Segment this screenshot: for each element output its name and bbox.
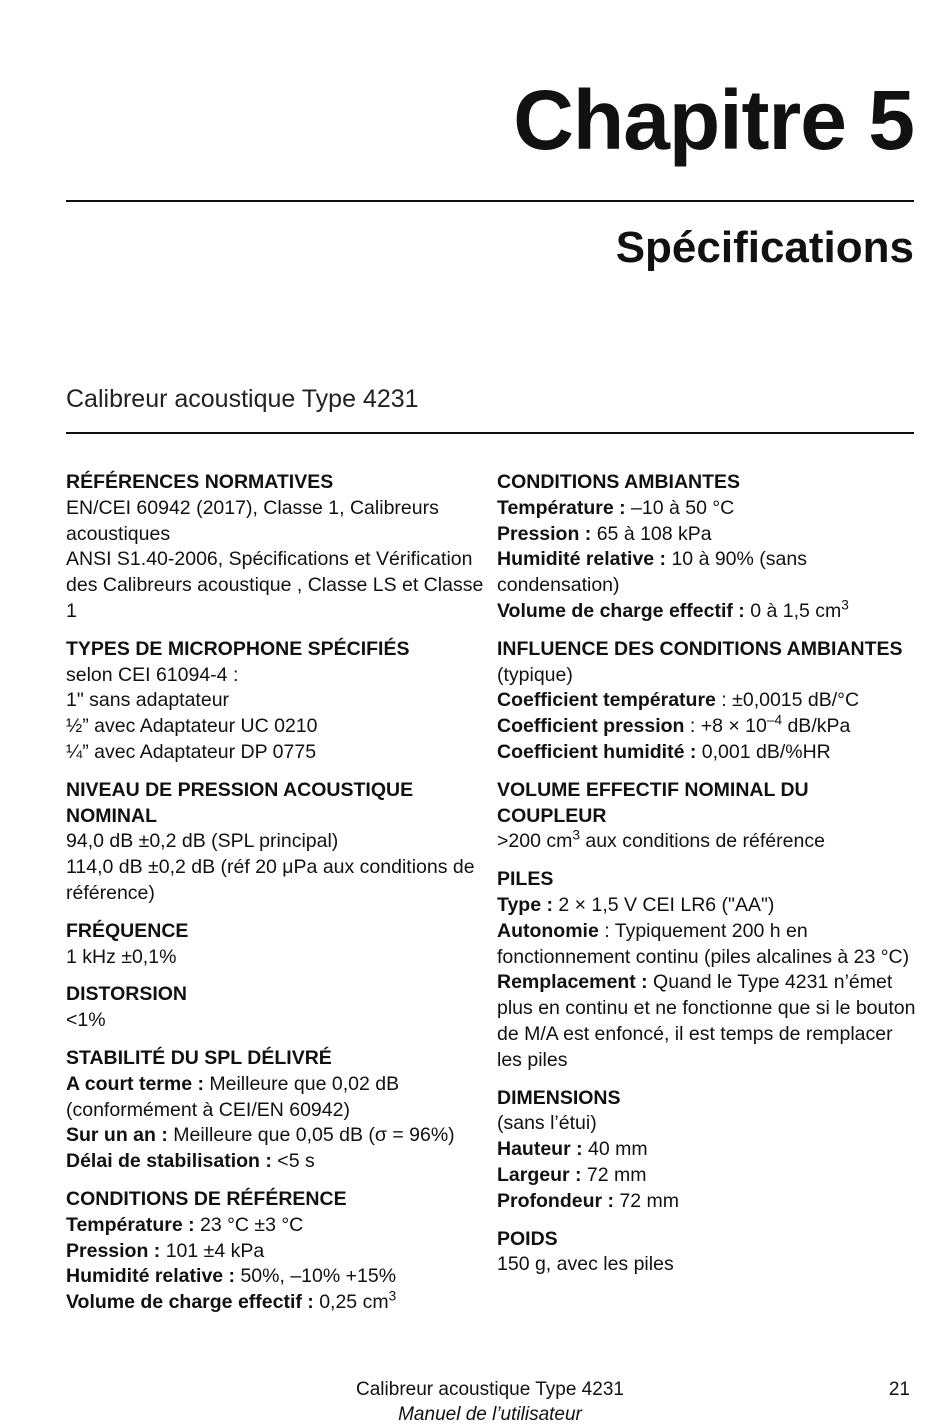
spec-heading: INFLUENCE DES CONDITIONS AMBIANTES	[497, 637, 903, 660]
spec-value: 150 g, avec les piles	[497, 1253, 674, 1276]
spec-line	[497, 1189, 922, 1215]
spec-label: Profondeur :	[497, 1189, 614, 1212]
spec-line	[66, 1213, 484, 1239]
chapter-title: Chapitre 5	[513, 73, 914, 167]
spec-line	[66, 1149, 484, 1175]
spec-block	[66, 637, 484, 766]
spec-value: ¼” avec Adaptateur DP 0775	[66, 740, 317, 763]
spec-line	[66, 1008, 484, 1034]
spec-value: 50%, –10% +15%	[235, 1265, 397, 1288]
spec-value: 2 × 1,5 V CEI LR6 ("AA")	[552, 893, 775, 916]
spec-value: 1 kHz ±0,1%	[66, 945, 177, 968]
spec-label: Température :	[497, 496, 626, 519]
spec-line	[497, 970, 922, 1073]
spec-value: selon CEI 61094-4 :	[66, 663, 239, 686]
spec-line	[66, 829, 484, 855]
spec-label: Pression :	[497, 522, 592, 545]
spec-line	[66, 496, 484, 548]
spec-line	[497, 740, 922, 766]
spec-line	[497, 919, 922, 971]
spec-line	[66, 1239, 484, 1265]
spec-block	[66, 470, 484, 625]
spec-line	[497, 688, 922, 714]
spec-line	[66, 945, 484, 971]
spec-label: Volume de charge effectif :	[66, 1291, 314, 1314]
spec-value: –10 à 50 °C	[625, 496, 735, 519]
spec-value: (sans l’étui)	[497, 1112, 597, 1135]
spec-label: Autonomie	[497, 919, 599, 942]
spec-line	[497, 496, 922, 522]
spec-heading: STABILITÉ DU SPL DÉLIVRÉ	[66, 1046, 332, 1069]
spec-value: 1" sans adaptateur	[66, 689, 230, 712]
spec-block	[66, 919, 484, 971]
spec-heading: POIDS	[497, 1227, 558, 1250]
spec-line	[66, 714, 484, 740]
spec-label: Pression :	[66, 1239, 161, 1262]
section-title: Spécifications	[615, 223, 914, 272]
spec-value: (typique)	[497, 663, 573, 686]
spec-label: Température :	[66, 1213, 195, 1236]
spec-block	[497, 637, 922, 766]
spec-value: >200 cm	[497, 830, 573, 853]
product-rule	[66, 432, 914, 434]
spec-value: 0,001 dB/%HR	[696, 740, 831, 763]
chapter-rule	[66, 200, 914, 202]
spec-heading: DISTORSION	[66, 983, 187, 1006]
spec-label: Coefficient pression	[497, 715, 685, 738]
spec-label: Coefficient humidité :	[497, 740, 697, 763]
spec-label: Sur un an :	[66, 1124, 168, 1147]
spec-line	[66, 547, 484, 624]
spec-value: : Typiquement 200 h en fonctionnement continu (piles alcalines à 23 °C)	[497, 919, 910, 968]
spec-heading: RÉFÉRENCES NORMATIVES	[66, 471, 334, 493]
spec-value: 65 à 108 kPa	[591, 522, 712, 545]
page-number: 21	[888, 1379, 910, 1400]
spec-value-suffix: aux conditions de référence	[579, 830, 825, 853]
spec-value: 0 à 1,5 cm	[744, 599, 842, 622]
spec-label: Volume de charge effectif :	[497, 599, 745, 622]
spec-value: Quand le Type 4231 n’émet plus en continu et ne fonctionne que si le bouton de M/A est enfoncé, il est temps de remplacer les piles	[497, 971, 916, 1071]
spec-block	[66, 1187, 484, 1316]
spec-value: 23 °C ±3 °C	[194, 1213, 304, 1236]
spec-line	[497, 547, 922, 599]
spec-line	[66, 855, 484, 907]
spec-value: Meilleure que 0,02 dB (conformément à CEI/EN 60942)	[66, 1072, 400, 1121]
spec-heading: FRÉQUENCE	[66, 919, 189, 942]
spec-heading: NIVEAU DE PRESSION ACOUSTIQUE NOMINAL	[66, 778, 414, 827]
spec-value: ½” avec Adaptateur UC 0210	[66, 715, 318, 738]
spec-line	[66, 1264, 484, 1290]
spec-line	[66, 740, 484, 766]
spec-column-right	[497, 470, 922, 1290]
spec-line	[497, 599, 922, 625]
spec-value: : ±0,0015 dB/°C	[715, 689, 860, 712]
spec-label: Délai de stabilisation :	[66, 1150, 272, 1173]
spec-block	[66, 1046, 484, 1175]
spec-line	[497, 1137, 922, 1163]
spec-heading: TYPES DE MICROPHONE SPÉCIFIÉS	[66, 637, 410, 660]
spec-value: 0,25 cm	[313, 1291, 389, 1314]
spec-label: Humidité relative :	[497, 548, 667, 571]
spec-value: 72 mm	[614, 1189, 680, 1212]
spec-label: Largeur :	[497, 1163, 582, 1186]
spec-column-left	[66, 470, 484, 1328]
spec-heading: PILES	[497, 868, 554, 891]
spec-line	[66, 663, 484, 689]
spec-value: EN/CEI 60942 (2017), Classe 1, Calibreurs acoustiques	[66, 496, 439, 545]
spec-value: 10 à 90% (sans condensation)	[497, 548, 807, 597]
spec-label: Humidité relative :	[66, 1265, 236, 1288]
spec-block	[66, 982, 484, 1034]
spec-value: 72 mm	[581, 1163, 647, 1186]
spec-block	[66, 778, 484, 907]
spec-superscript: –4	[766, 712, 783, 728]
spec-line	[66, 1290, 484, 1316]
spec-block	[497, 470, 922, 625]
spec-value: : +8 × 10	[684, 715, 767, 738]
spec-label: Coefficient température	[497, 689, 716, 712]
spec-label: A court terme :	[66, 1072, 204, 1095]
spec-value: ANSI S1.40-2006, Spécifications et Vérification des Calibreurs acoustique , Classe LS et Classe 1	[66, 548, 484, 622]
spec-line	[497, 1111, 922, 1137]
spec-value: 114,0 dB ±0,2 dB (réf 20 μPa aux conditions de référence)	[66, 856, 475, 904]
spec-heading: CONDITIONS DE RÉFÉRENCE	[66, 1187, 347, 1210]
spec-value: 94,0 dB ±0,2 dB (SPL principal)	[66, 830, 339, 853]
spec-superscript: 3	[388, 1288, 397, 1304]
footer-title: Calibreur acoustique Type 4231	[356, 1379, 624, 1400]
spec-block	[497, 1086, 922, 1215]
spec-value-suffix: dB/kPa	[782, 715, 851, 738]
spec-line	[497, 714, 922, 740]
footer-subtitle: Manuel de l’utilisateur	[398, 1404, 582, 1425]
spec-superscript: 3	[572, 827, 580, 843]
spec-line	[497, 829, 922, 855]
spec-block	[497, 778, 922, 855]
spec-line	[497, 893, 922, 919]
spec-line	[497, 522, 922, 548]
spec-line	[66, 688, 484, 714]
spec-block	[497, 1227, 922, 1279]
spec-label: Type :	[497, 893, 553, 916]
spec-label: Hauteur :	[497, 1138, 583, 1161]
spec-heading: CONDITIONS AMBIANTES	[497, 471, 741, 493]
spec-value: 101 ±4 kPa	[160, 1239, 265, 1262]
spec-line	[497, 1163, 922, 1189]
spec-line	[66, 1123, 484, 1149]
spec-line	[497, 663, 922, 689]
spec-value: <5 s	[271, 1150, 315, 1173]
spec-value: 40 mm	[582, 1138, 648, 1161]
spec-heading: DIMENSIONS	[497, 1086, 621, 1109]
spec-line	[66, 1072, 484, 1124]
spec-value: <1%	[66, 1009, 106, 1032]
product-heading: Calibreur acoustique Type 4231	[66, 385, 419, 413]
spec-superscript: 3	[841, 597, 849, 613]
spec-line	[497, 1252, 922, 1278]
spec-heading: VOLUME EFFECTIF NOMINAL DU COUPLEUR	[497, 778, 809, 827]
spec-label: Remplacement :	[497, 971, 648, 994]
spec-block	[497, 867, 922, 1073]
spec-value: Meilleure que 0,05 dB (σ = 96%)	[167, 1124, 455, 1147]
